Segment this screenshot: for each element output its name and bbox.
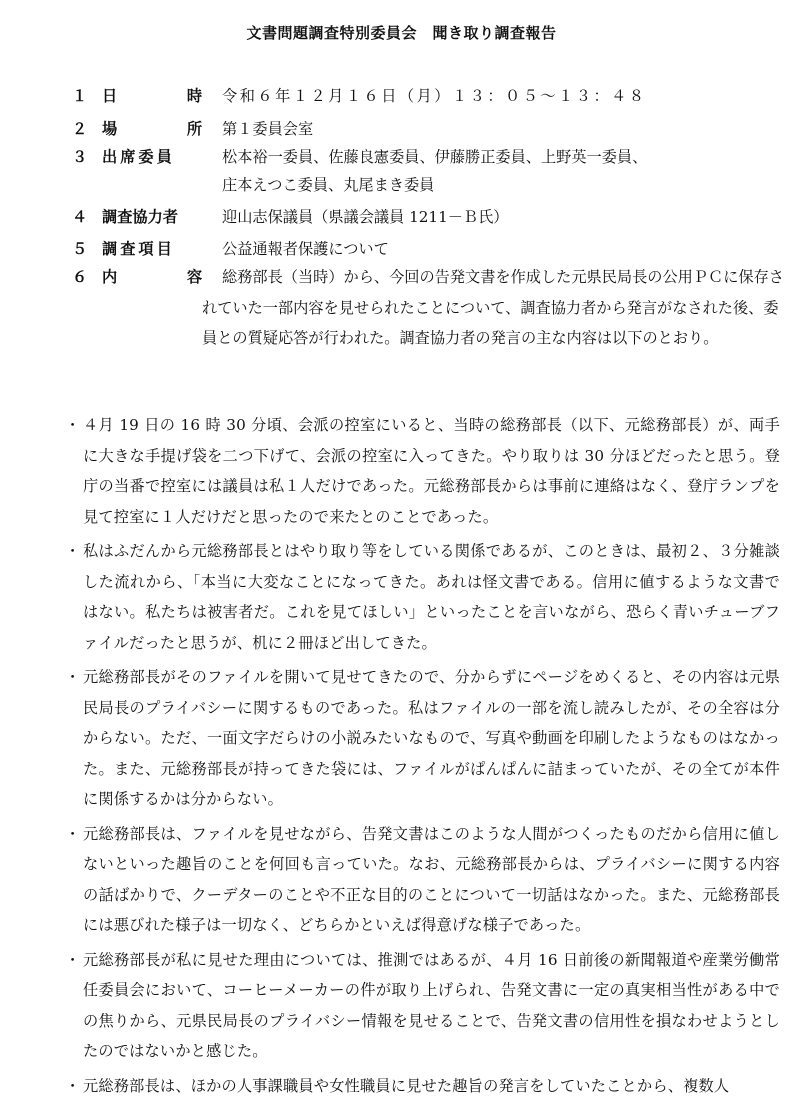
list-item-text: 元総務部長は、ほかの人事課職員や女性職員に見せた趣旨の発言をしていたことから、複数人 <box>83 1076 730 1095</box>
meta-section <box>72 84 792 354</box>
document-title: 文書問題調査特別委員会 聞き取り調査報告 <box>246 24 557 42</box>
list-item <box>65 662 780 815</box>
meta-number: ３ <box>72 148 88 166</box>
meta-row-attendees <box>72 145 792 173</box>
bullet-dot: ・ <box>65 668 81 686</box>
meta-number: ６ <box>72 268 88 286</box>
meta-value-cont: 庄本えつこ委員、丸尾まき委員 <box>222 176 435 194</box>
list-item-text: 元総務部長は、ファイルを見せながら、告発文書はこのような人間がつくったものだから信用に値しないといった趣旨のことを何回も言っていた。なお、元総務部長からは、プライバシーに関する内容の話ばかりで、クーデターのことや不正な目的のことについて一切話はなかった。また、元総務部長には悪びれた様子は一切なく、どちらかといえば得意げな様子であった。 <box>83 824 780 934</box>
meta-number: １ <box>72 87 88 105</box>
meta-value: 公益通報者保護について <box>222 240 389 258</box>
bullet-dot: ・ <box>65 416 81 434</box>
meta-label: 内 容 <box>102 268 202 286</box>
bullet-dot: ・ <box>65 950 81 969</box>
meta-row-place <box>72 117 792 145</box>
list-item <box>65 536 780 658</box>
list-item-text: 元総務部長が私に見せた理由については、推測ではあるが、４月 16 日前後の新聞報道や産業労働常任委員会において、コーヒーメーカーの件が取り上げられ、告発文書に一定の真実相当性がある中での焦りから、元県民局長のプライバシー情報を見せることで、告発文書の信用性を損なわせようとしたのではないかと感じた。 <box>83 950 780 1060</box>
meta-number: ５ <box>72 240 88 258</box>
bullet-dot: ・ <box>65 1076 81 1095</box>
meta-label: 場 所 <box>102 120 202 138</box>
meta-number: ２ <box>72 120 88 138</box>
meta-value: 松本裕一委員、佐藤良憲委員、伊藤勝正委員、上野英一委員、 <box>222 148 648 166</box>
meta-row-cooperator <box>72 205 792 237</box>
list-item <box>65 1071 780 1102</box>
meta-value: 第１委員会室 <box>222 120 314 138</box>
meta-label: 調査項目 <box>102 240 175 258</box>
meta-row-attendees-cont <box>72 173 792 205</box>
bullet-dot: ・ <box>65 824 81 843</box>
list-item <box>65 410 780 532</box>
list-item <box>65 945 780 1067</box>
meta-label: 出席委員 <box>102 148 175 166</box>
list-item <box>65 819 780 941</box>
meta-row-content <box>72 265 792 354</box>
meta-row-topic <box>72 237 792 265</box>
meta-label: 調査協力者 <box>102 208 178 226</box>
bullet-list <box>65 410 780 1105</box>
meta-value-content: 総務部長（当時）から、今回の告発文書を作成した元県民局長の公用ＰＣに保存されていた一部内容を見せられたことについて、調査協力者から発言がなされた後、委員との質疑応答が行われた。調査協力者の発言の主な内容は以下のとおり。 <box>202 268 784 347</box>
list-item-text: ４月 19 日の 16 時 30 分頃、会派の控室にいると、当時の総務部長（以下、元総務部長）が、両手に大きな手提げ袋を二つ下げて、会派の控室に入ってきた。やり取りは 30 分ほどだったと思う。登庁の当番で控室には議員は私１人だけであった。元総務部長からは事前に連絡はなく、登庁ランプを見て控室に１人だけだと思ったので来たとのことであった。 <box>83 416 780 526</box>
list-item-text: 私はふだんから元総務部長とはやり取り等をしている関係であるが、このときは、最初２、３分雑談した流れから、「本当に大変なことになってきた。あれは怪文書である。信用に値するような文書ではない。私たちは被害者だ。これを見てほしい」といったことを言いながら、恐らく青いチューブファイルだったと思うが、机に２冊ほど出してきた。 <box>83 542 780 652</box>
bullet-dot: ・ <box>65 542 81 560</box>
meta-row-datetime <box>72 84 792 117</box>
meta-number: ４ <box>72 208 88 226</box>
list-item-text: 元総務部長がそのファイルを開いて見せてきたので、分からずにページをめくると、その内容は元県民局長のプライバシーに関するものであった。私はファイルの一部を流し読みしたが、その全容は分からない。ただ、一面文字だらけの小説みたいなもので、写真や動画を印刷したようなものはなかった。また、元総務部長が持ってきた袋には、ファイルがぱんぱんに詰まっていたが、その全てが本件に関係するかは分からない。 <box>83 668 780 808</box>
meta-value: 令和６年１２月１６日（月）１３：０５～１３：４８ <box>222 87 647 105</box>
meta-label: 日 時 <box>102 87 202 105</box>
meta-value: 迎山志保議員（県議会議員 1211－Ｂ氏） <box>222 208 509 226</box>
